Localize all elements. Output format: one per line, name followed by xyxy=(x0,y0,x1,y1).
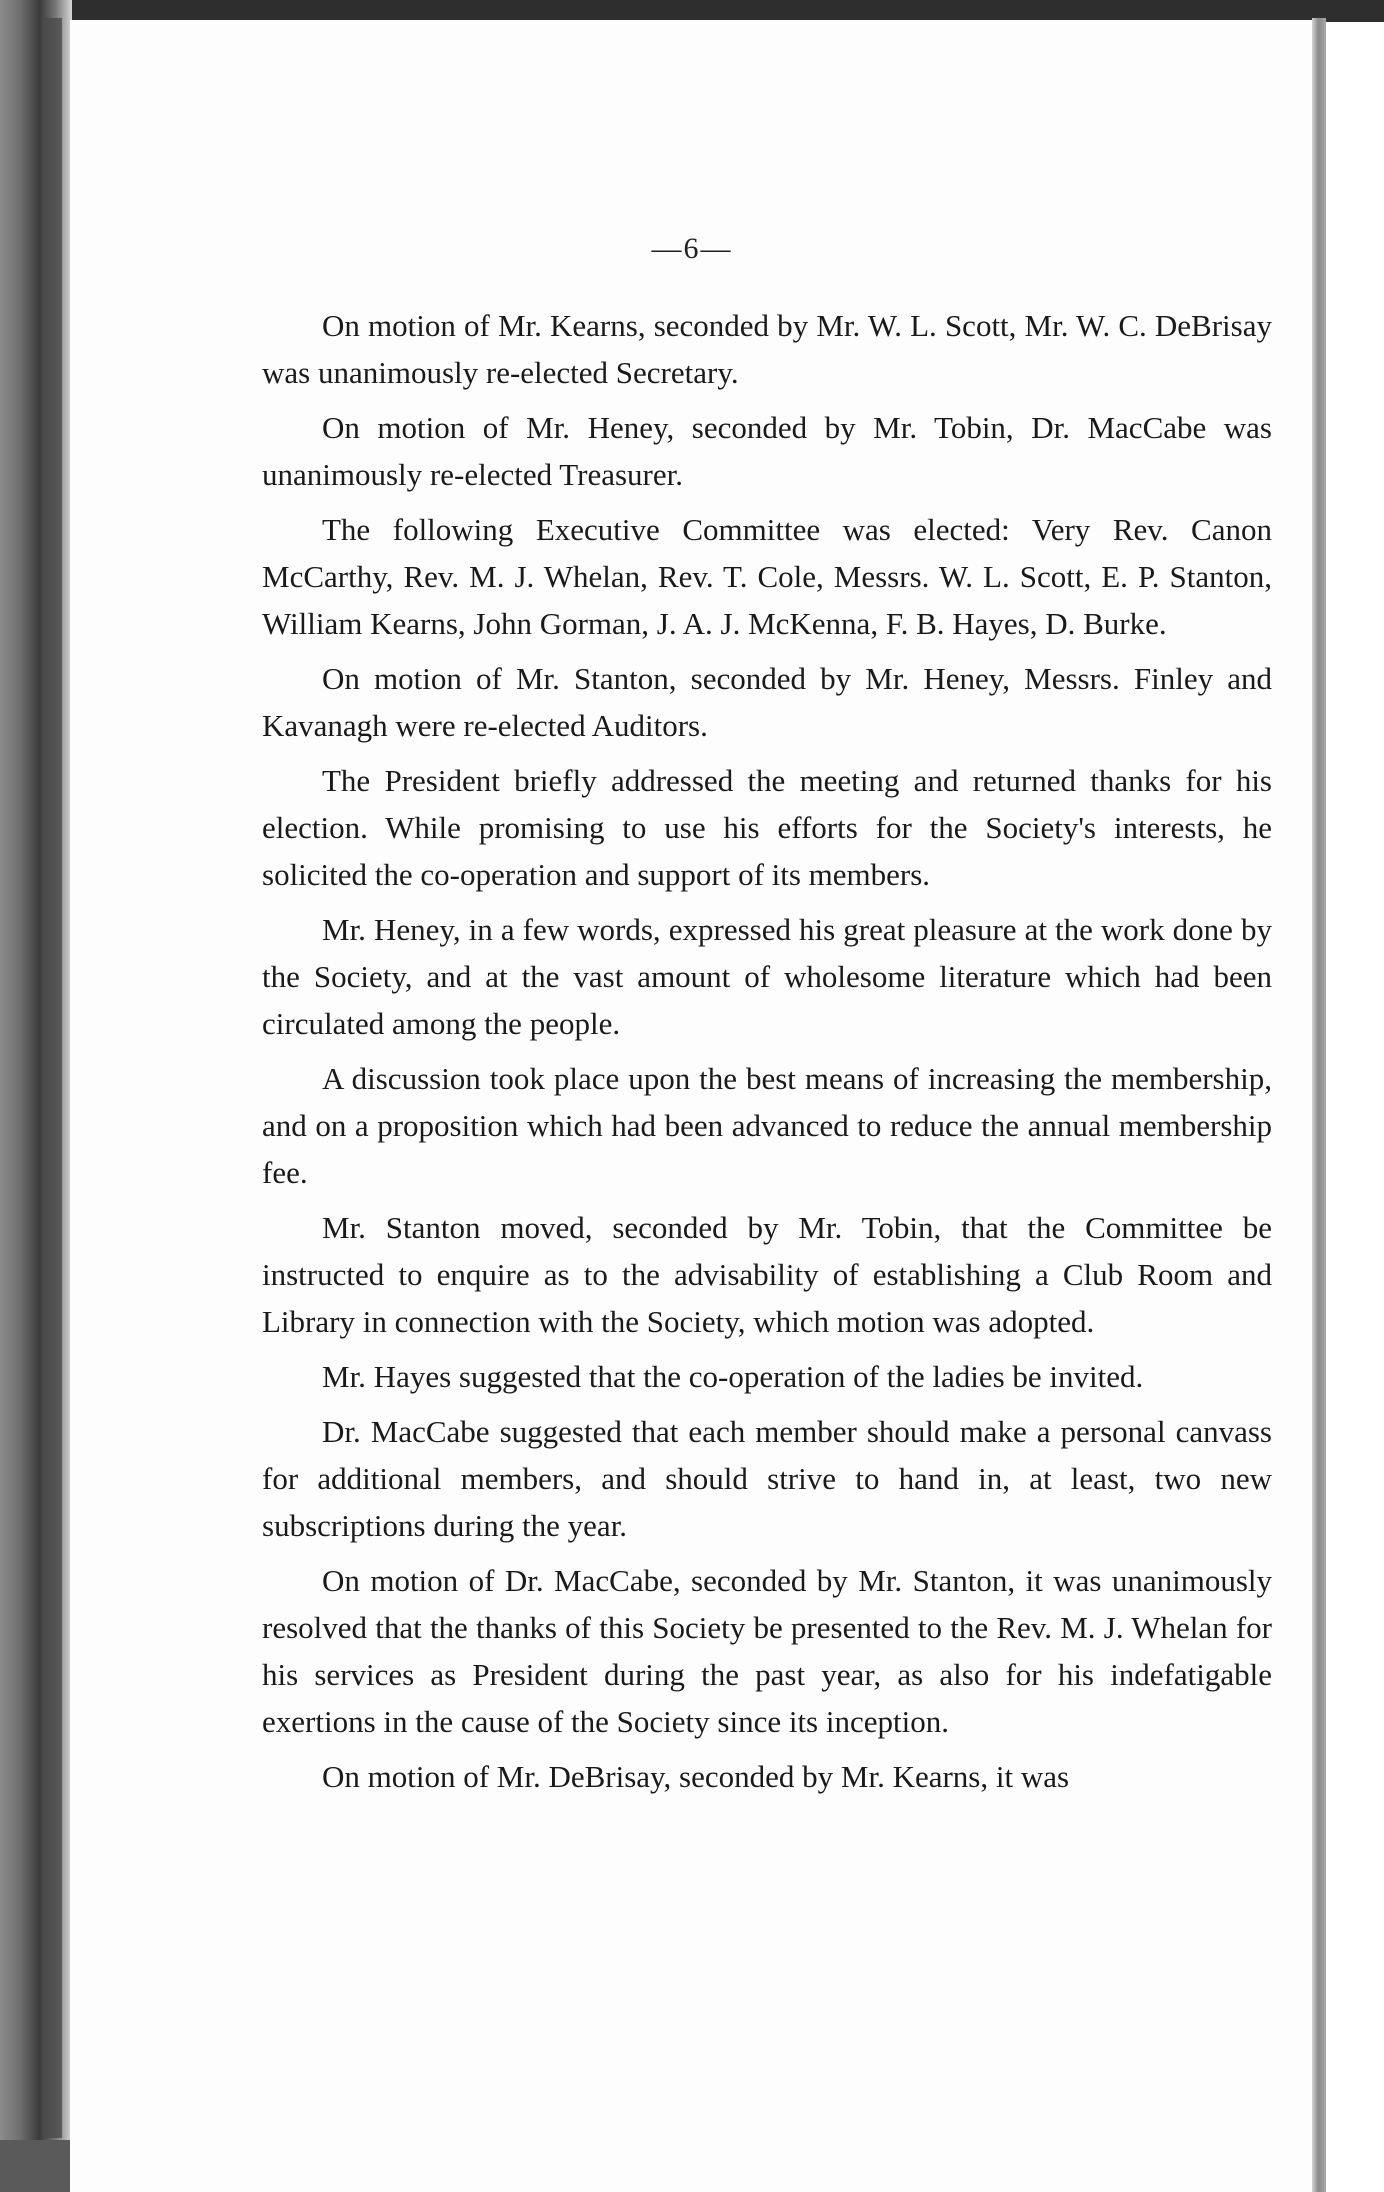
page-right-edge xyxy=(1312,18,1326,2192)
paragraph: Dr. MacCabe suggested that each member should make a personal canvass for additional members, and should strive to hand in, at least, two new subscriptions during the year. xyxy=(262,1414,1272,1543)
binding-shadow xyxy=(44,18,62,2138)
body-text xyxy=(262,302,1272,1808)
paragraph: On motion of Mr. Stanton, seconded by Mr. Heney, Messrs. Finley and Kavanagh were re-elected Auditors. xyxy=(262,661,1272,743)
binding-bottom-corner xyxy=(0,2140,80,2192)
paragraph: Mr. Stanton moved, seconded by Mr. Tobin, that the Committee be instructed to enquire as to the advisability of establishing a Club Room and Library in connection with the Society, which motion was adopted. xyxy=(262,1210,1272,1339)
paragraph: A discussion took place upon the best means of increasing the membership, and on a proposition which had been advanced to reduce the annual membership fee. xyxy=(262,1061,1272,1190)
paragraph: On motion of Mr. Heney, seconded by Mr. Tobin, Dr. MacCabe was unanimously re-elected Treasurer. xyxy=(262,410,1272,492)
paragraph: The President briefly addressed the meeting and returned thanks for his election. While promising to use his efforts for the Society's interests, he solicited the co-operation and support of its members. xyxy=(262,763,1272,892)
page-number: —6— xyxy=(651,232,733,265)
paragraph: On motion of Mr. Kearns, seconded by Mr. W. L. Scott, Mr. W. C. DeBrisay was unanimously re-elected Secretary. xyxy=(262,308,1272,390)
paragraph: Mr. Hayes suggested that the co-operation of the ladies be invited. xyxy=(322,1359,1144,1394)
paragraph: On motion of Mr. DeBrisay, seconded by Mr. Kearns, it was xyxy=(322,1759,1070,1794)
scan-top-border xyxy=(0,0,1384,22)
paragraph: Mr. Heney, in a few words, expressed his great pleasure at the work done by the Society, and at the vast amount of wholesome literature which had been circulated among the people. xyxy=(262,912,1272,1041)
paragraph: The following Executive Committee was elected: Very Rev. Canon McCarthy, Rev. M. J. Whelan, Rev. T. Cole, Messrs. W. L. Scott, E. P. Stanton, William Kearns, John Gorman, J. A. J. McKenna, F. B. Hayes, D. Burke. xyxy=(262,512,1272,641)
paragraph: On motion of Dr. MacCabe, seconded by Mr. Stanton, it was unanimously resolved that the thanks of this Society be presented to the Rev. M. J. Whelan for his services as President during the past year, as also for his indefatigable exertions in the cause of the Society since its inception. xyxy=(262,1563,1272,1739)
